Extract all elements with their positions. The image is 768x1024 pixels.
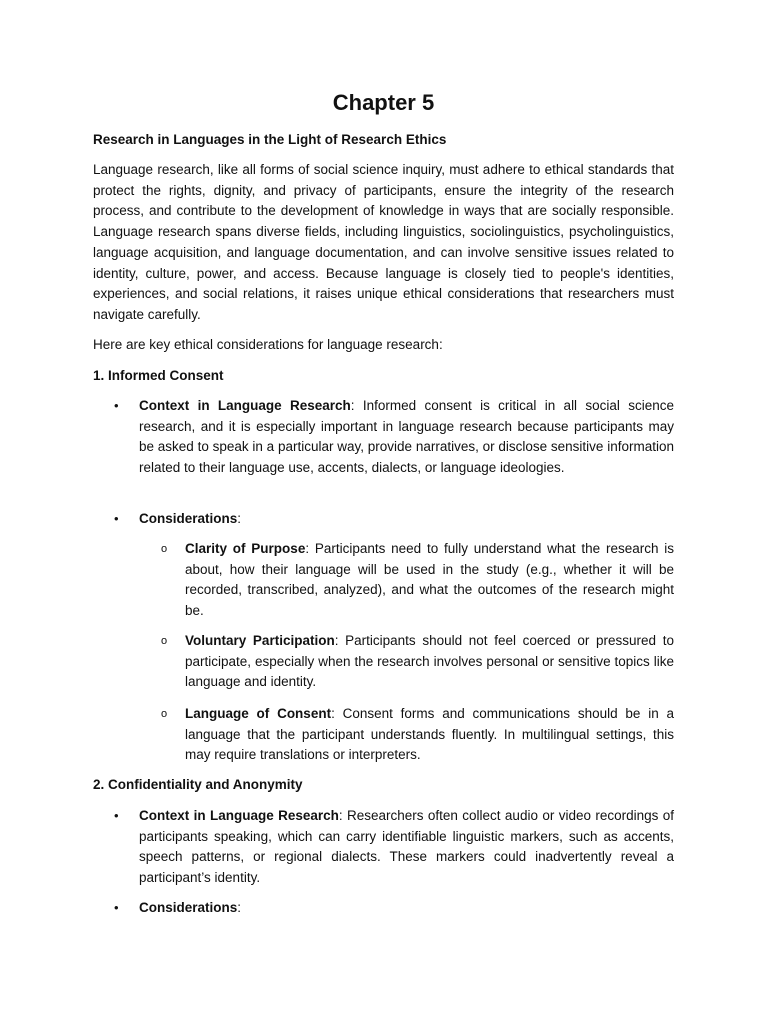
bullet-term: Considerations (139, 511, 238, 526)
sub-bullet-text (185, 539, 674, 622)
bullet-context-informed-consent (114, 396, 675, 479)
chapter-subtitle: Research in Languages in the Light of Research Ethics (93, 132, 447, 147)
sub-bullet-voluntary-participation (161, 631, 674, 693)
sub-bullet-body: : Participants need to fully understand what the research is about, how their language will be used in the study (e.g., whether it will be recorded, transcribed, analyzed), and what the outcomes of the research might be. (185, 541, 674, 619)
bullet-icon: • (114, 398, 119, 413)
intro-paragraph: Language research, like all forms of social science inquiry, must adhere to ethical standards that protect the rights, dignity, and privacy of participants, ensure the integrity of the research process, and contribute to the development of knowledge in ways that are socially responsible. Language research spans diverse fields, including linguistics, sociolinguistics, psycholinguistics, language acquisition, and language documentation, and can involve sensitive issues related to identity, culture, power, and access. Because language is closely tied to people's identities, experiences, and social relations, it raises unique ethical considerations that researchers must navigate carefully. (93, 162, 674, 322)
bullet-body: : Researchers often collect audio or video recordings of participants speaking, which can carry identifiable linguistic markers, such as accents, speech patterns, or regional dialects. These markers could inadvertently reveal a participant’s identity. (139, 808, 674, 886)
bullet-icon: • (114, 900, 119, 915)
bullet-context-confidentiality (114, 806, 674, 889)
sub-bullet-body: : Consent forms and communications should be in a language that the participant understands fluently. In multilingual settings, this may require translations or interpreters. (185, 706, 675, 763)
bullet-text (139, 898, 674, 919)
section-heading-informed-consent: 1. Informed Consent (93, 368, 224, 383)
bullet-considerations-informed-consent (114, 509, 674, 530)
bullet-term: Considerations (139, 900, 238, 915)
bullet-body: : Informed consent is critical in all social science research, and it is especially important in language research because participants may be asked to speak in a particular way, provide narratives, or disclose sensitive information related to their language use, accents, dialects, or language ideologies. (139, 398, 675, 476)
bullet-colon: : (237, 511, 242, 526)
bullet-colon: : (237, 900, 242, 915)
sub-bullet-language-of-consent (161, 704, 675, 766)
sub-bullet-term: Voluntary Participation (185, 633, 335, 648)
sub-bullet-text (185, 704, 674, 766)
bullet-term: Context in Language Research (139, 808, 339, 823)
section-heading-confidentiality: 2. Confidentiality and Anonymity (93, 777, 303, 792)
bullet-icon: • (114, 511, 119, 526)
bullet-considerations-confidentiality (114, 898, 674, 919)
circle-bullet-icon: o (161, 635, 168, 647)
bullet-term: Context in Language Research (139, 398, 351, 413)
sub-bullet-term: Clarity of Purpose (185, 541, 306, 556)
bullet-text (139, 806, 674, 889)
sub-bullet-clarity-of-purpose (161, 539, 674, 622)
sub-bullet-text (185, 631, 674, 693)
sub-bullet-body: : Participants should not feel coerced or pressured to participate, especially when the research involves personal or sensitive topics like language and identity. (185, 633, 674, 690)
circle-bullet-icon: o (161, 708, 168, 720)
bullet-text (139, 509, 674, 530)
bullet-text (139, 396, 674, 479)
circle-bullet-icon: o (161, 543, 168, 555)
bullet-icon: • (114, 808, 119, 823)
key-considerations-line: Here are key ethical considerations for language research: (93, 337, 443, 352)
sub-bullet-term: Language of Consent (185, 706, 332, 721)
chapter-title: Chapter 5 (332, 90, 435, 115)
